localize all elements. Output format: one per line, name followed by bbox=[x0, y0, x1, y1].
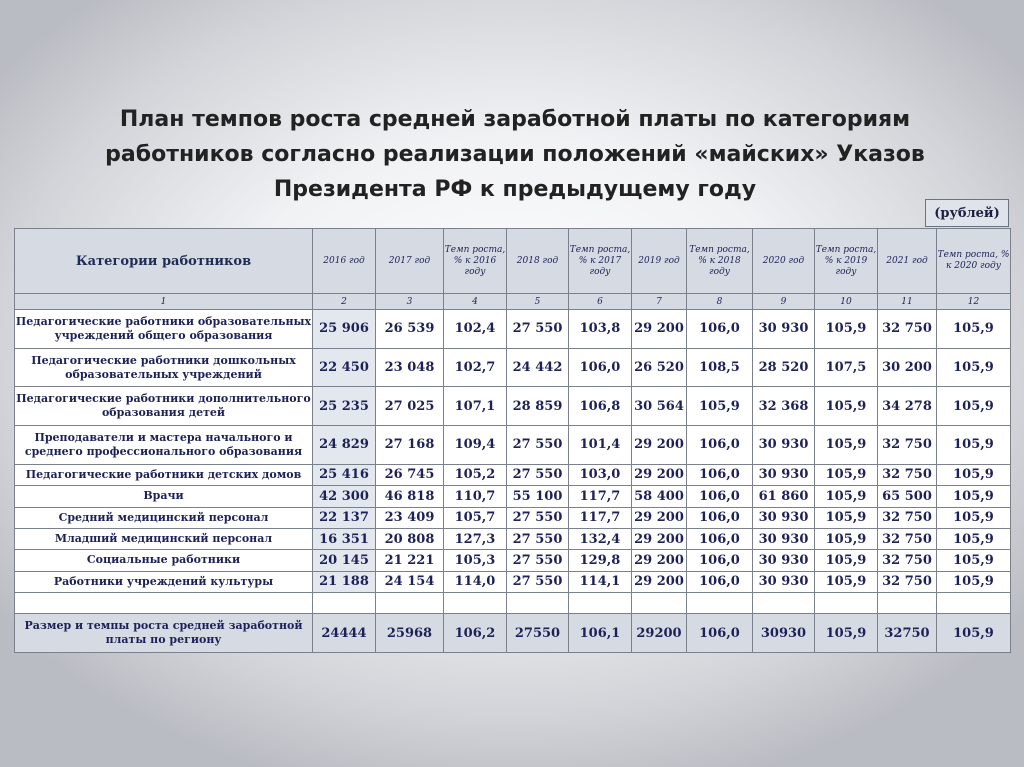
table-cell: 105,9 bbox=[687, 387, 753, 426]
table-cell: 107,5 bbox=[815, 348, 878, 387]
table-cell: 127,3 bbox=[444, 528, 507, 549]
category-name: Социальные работники bbox=[15, 550, 313, 571]
category-name: Работники учреждений культуры bbox=[15, 571, 313, 592]
table-cell: 26 539 bbox=[376, 310, 444, 349]
header-col-10: Темп роста, % к 2019 году bbox=[815, 229, 878, 294]
table-row bbox=[15, 387, 1011, 426]
table-cell: 105,2 bbox=[444, 464, 507, 485]
column-number: 2 bbox=[313, 294, 376, 310]
category-name: Младший медицинский персонал bbox=[15, 528, 313, 549]
regional-cell: 106,0 bbox=[687, 614, 753, 653]
column-number: 12 bbox=[937, 294, 1011, 310]
category-name: Педагогические работники образовательных учреждений общего образования bbox=[15, 310, 313, 349]
table-cell: 105,9 bbox=[815, 507, 878, 528]
table-cell: 24 154 bbox=[376, 571, 444, 592]
table-cell: 105,9 bbox=[937, 310, 1011, 349]
table-cell: 30 930 bbox=[753, 571, 815, 592]
table-cell: 26 520 bbox=[632, 348, 687, 387]
table-cell: 106,0 bbox=[687, 528, 753, 549]
table-cell: 21 188 bbox=[313, 571, 376, 592]
table-cell: 58 400 bbox=[632, 486, 687, 507]
table-cell: 105,9 bbox=[937, 486, 1011, 507]
regional-cell: 25968 bbox=[376, 614, 444, 653]
table-cell: 114,0 bbox=[444, 571, 507, 592]
table-cell: 106,0 bbox=[687, 507, 753, 528]
empty-cell bbox=[753, 593, 815, 614]
table-cell: 34 278 bbox=[878, 387, 937, 426]
title-line-1: План темпов роста средней заработной платы по категориям bbox=[119, 107, 911, 132]
table-cell: 32 750 bbox=[878, 464, 937, 485]
table-cell: 61 860 bbox=[753, 486, 815, 507]
table-cell: 106,0 bbox=[687, 464, 753, 485]
title-line-2: работников согласно реализации положений «майских» Указов bbox=[105, 142, 925, 167]
table-cell: 105,9 bbox=[815, 528, 878, 549]
table-cell: 24 442 bbox=[507, 348, 569, 387]
header-col-7: 2019 год bbox=[632, 229, 687, 294]
table-cell: 117,7 bbox=[569, 507, 632, 528]
header-col-5: 2018 год bbox=[507, 229, 569, 294]
table-cell: 30 930 bbox=[753, 550, 815, 571]
table-cell: 22 450 bbox=[313, 348, 376, 387]
empty-cell bbox=[878, 593, 937, 614]
table-row bbox=[15, 464, 1011, 485]
table-cell: 105,9 bbox=[937, 528, 1011, 549]
header-category: Категории работников bbox=[15, 229, 313, 294]
empty-cell bbox=[507, 593, 569, 614]
table-cell: 105,9 bbox=[815, 571, 878, 592]
table-cell: 105,9 bbox=[815, 464, 878, 485]
header-col-2: 2016 год bbox=[313, 229, 376, 294]
empty-cell bbox=[15, 593, 313, 614]
column-number: 5 bbox=[507, 294, 569, 310]
table-cell: 117,7 bbox=[569, 486, 632, 507]
table-cell: 106,0 bbox=[687, 310, 753, 349]
header-col-6: Темп роста, % к 2017 году bbox=[569, 229, 632, 294]
table-cell: 22 137 bbox=[313, 507, 376, 528]
empty-cell bbox=[376, 593, 444, 614]
table-cell: 29 200 bbox=[632, 310, 687, 349]
table-cell: 27 550 bbox=[507, 464, 569, 485]
table-cell: 102,7 bbox=[444, 348, 507, 387]
empty-cell bbox=[569, 593, 632, 614]
category-name: Педагогические работники дополнительного образования детей bbox=[15, 387, 313, 426]
regional-cell: 29200 bbox=[632, 614, 687, 653]
table-cell: 106,0 bbox=[569, 348, 632, 387]
regional-cell: 106,2 bbox=[444, 614, 507, 653]
header-col-3: 2017 год bbox=[376, 229, 444, 294]
table-cell: 109,4 bbox=[444, 426, 507, 465]
table-cell: 25 906 bbox=[313, 310, 376, 349]
header-col-11: 2021 год bbox=[878, 229, 937, 294]
table-cell: 30 930 bbox=[753, 507, 815, 528]
table-cell: 27 025 bbox=[376, 387, 444, 426]
empty-cell bbox=[632, 593, 687, 614]
regional-cell: 105,9 bbox=[937, 614, 1011, 653]
column-number: 1 bbox=[15, 294, 313, 310]
table-cell: 25 416 bbox=[313, 464, 376, 485]
table-cell: 101,4 bbox=[569, 426, 632, 465]
table-cell: 32 750 bbox=[878, 528, 937, 549]
table-cell: 32 750 bbox=[878, 550, 937, 571]
table-cell: 25 235 bbox=[313, 387, 376, 426]
table-cell: 105,9 bbox=[937, 571, 1011, 592]
table-cell: 105,9 bbox=[815, 387, 878, 426]
table-cell: 16 351 bbox=[313, 528, 376, 549]
table-cell: 105,9 bbox=[815, 310, 878, 349]
table-cell: 27 550 bbox=[507, 426, 569, 465]
table-cell: 105,9 bbox=[815, 550, 878, 571]
table-cell: 32 750 bbox=[878, 571, 937, 592]
table-cell: 105,3 bbox=[444, 550, 507, 571]
table-cell: 27 550 bbox=[507, 310, 569, 349]
table-cell: 32 750 bbox=[878, 507, 937, 528]
table-cell: 28 859 bbox=[507, 387, 569, 426]
header-col-8: Темп роста, % к 2018 году bbox=[687, 229, 753, 294]
table-cell: 29 200 bbox=[632, 528, 687, 549]
regional-cell: 27550 bbox=[507, 614, 569, 653]
category-name: Преподаватели и мастера начального и среднего профессионального образования bbox=[15, 426, 313, 465]
empty-cell bbox=[815, 593, 878, 614]
table-cell: 20 808 bbox=[376, 528, 444, 549]
salary-table bbox=[14, 228, 1011, 653]
empty-row bbox=[15, 593, 1011, 614]
table-cell: 105,9 bbox=[937, 426, 1011, 465]
table-cell: 105,9 bbox=[815, 486, 878, 507]
empty-cell bbox=[313, 593, 376, 614]
table-cell: 23 409 bbox=[376, 507, 444, 528]
table-cell: 55 100 bbox=[507, 486, 569, 507]
table-cell: 103,8 bbox=[569, 310, 632, 349]
table-cell: 105,9 bbox=[937, 507, 1011, 528]
table-cell: 42 300 bbox=[313, 486, 376, 507]
table-cell: 106,8 bbox=[569, 387, 632, 426]
regional-cell: 32750 bbox=[878, 614, 937, 653]
header-col-9: 2020 год bbox=[753, 229, 815, 294]
table-cell: 30 200 bbox=[878, 348, 937, 387]
table-cell: 105,9 bbox=[937, 464, 1011, 485]
category-name: Врачи bbox=[15, 486, 313, 507]
table-cell: 132,4 bbox=[569, 528, 632, 549]
category-name: Средний медицинский персонал bbox=[15, 507, 313, 528]
table-cell: 32 750 bbox=[878, 426, 937, 465]
column-number: 9 bbox=[753, 294, 815, 310]
regional-cell: 24444 bbox=[313, 614, 376, 653]
table-row bbox=[15, 507, 1011, 528]
column-number-row bbox=[15, 294, 1011, 310]
table-cell: 105,7 bbox=[444, 507, 507, 528]
table-cell: 32 750 bbox=[878, 310, 937, 349]
category-name: Педагогические работники детских домов bbox=[15, 464, 313, 485]
table-cell: 46 818 bbox=[376, 486, 444, 507]
column-number: 10 bbox=[815, 294, 878, 310]
regional-cell: 105,9 bbox=[815, 614, 878, 653]
regional-row bbox=[15, 614, 1011, 653]
table-row bbox=[15, 426, 1011, 465]
table-cell: 129,8 bbox=[569, 550, 632, 571]
title-line-3: Президента РФ к предыдущему году bbox=[273, 177, 757, 202]
table-row bbox=[15, 528, 1011, 549]
table-cell: 108,5 bbox=[687, 348, 753, 387]
table-cell: 105,9 bbox=[937, 387, 1011, 426]
table-cell: 29 200 bbox=[632, 464, 687, 485]
table-row bbox=[15, 550, 1011, 571]
table-row bbox=[15, 486, 1011, 507]
table-cell: 105,9 bbox=[937, 348, 1011, 387]
column-number: 7 bbox=[632, 294, 687, 310]
table-cell: 106,0 bbox=[687, 571, 753, 592]
column-number: 3 bbox=[376, 294, 444, 310]
table-cell: 103,0 bbox=[569, 464, 632, 485]
header-col-12: Темп роста, % к 2020 году bbox=[937, 229, 1011, 294]
table-cell: 105,9 bbox=[937, 550, 1011, 571]
table-row bbox=[15, 571, 1011, 592]
table-cell: 27 550 bbox=[507, 571, 569, 592]
table-cell: 106,0 bbox=[687, 550, 753, 571]
unit-label: (рублей) bbox=[925, 199, 1009, 227]
table-cell: 20 145 bbox=[313, 550, 376, 571]
table-cell: 29 200 bbox=[632, 426, 687, 465]
table-cell: 32 368 bbox=[753, 387, 815, 426]
empty-cell bbox=[937, 593, 1011, 614]
table-cell: 30 930 bbox=[753, 528, 815, 549]
table-cell: 27 168 bbox=[376, 426, 444, 465]
column-number: 4 bbox=[444, 294, 507, 310]
table-cell: 23 048 bbox=[376, 348, 444, 387]
table-cell: 114,1 bbox=[569, 571, 632, 592]
table-cell: 106,0 bbox=[687, 426, 753, 465]
table-cell: 65 500 bbox=[878, 486, 937, 507]
column-number: 6 bbox=[569, 294, 632, 310]
table-cell: 105,9 bbox=[815, 426, 878, 465]
header-row bbox=[15, 229, 1011, 294]
empty-cell bbox=[687, 593, 753, 614]
table-cell: 27 550 bbox=[507, 550, 569, 571]
table-cell: 30 564 bbox=[632, 387, 687, 426]
table-cell: 21 221 bbox=[376, 550, 444, 571]
table-cell: 106,0 bbox=[687, 486, 753, 507]
table-cell: 28 520 bbox=[753, 348, 815, 387]
empty-cell bbox=[444, 593, 507, 614]
table-cell: 30 930 bbox=[753, 426, 815, 465]
column-number: 11 bbox=[878, 294, 937, 310]
table-cell: 102,4 bbox=[444, 310, 507, 349]
header-col-4: Темп роста, % к 2016 году bbox=[444, 229, 507, 294]
table-cell: 110,7 bbox=[444, 486, 507, 507]
table-cell: 26 745 bbox=[376, 464, 444, 485]
table-row bbox=[15, 310, 1011, 349]
table-cell: 29 200 bbox=[632, 507, 687, 528]
regional-cell: 106,1 bbox=[569, 614, 632, 653]
page-title bbox=[80, 102, 950, 207]
table-cell: 29 200 bbox=[632, 550, 687, 571]
table-cell: 27 550 bbox=[507, 507, 569, 528]
regional-name: Размер и темпы роста средней заработной платы по региону bbox=[15, 614, 313, 653]
column-number: 8 bbox=[687, 294, 753, 310]
table-cell: 30 930 bbox=[753, 310, 815, 349]
table-cell: 24 829 bbox=[313, 426, 376, 465]
table-cell: 27 550 bbox=[507, 528, 569, 549]
category-name: Педагогические работники дошкольных образовательных учреждений bbox=[15, 348, 313, 387]
table-cell: 30 930 bbox=[753, 464, 815, 485]
regional-cell: 30930 bbox=[753, 614, 815, 653]
table-cell: 29 200 bbox=[632, 571, 687, 592]
table-row bbox=[15, 348, 1011, 387]
table-cell: 107,1 bbox=[444, 387, 507, 426]
